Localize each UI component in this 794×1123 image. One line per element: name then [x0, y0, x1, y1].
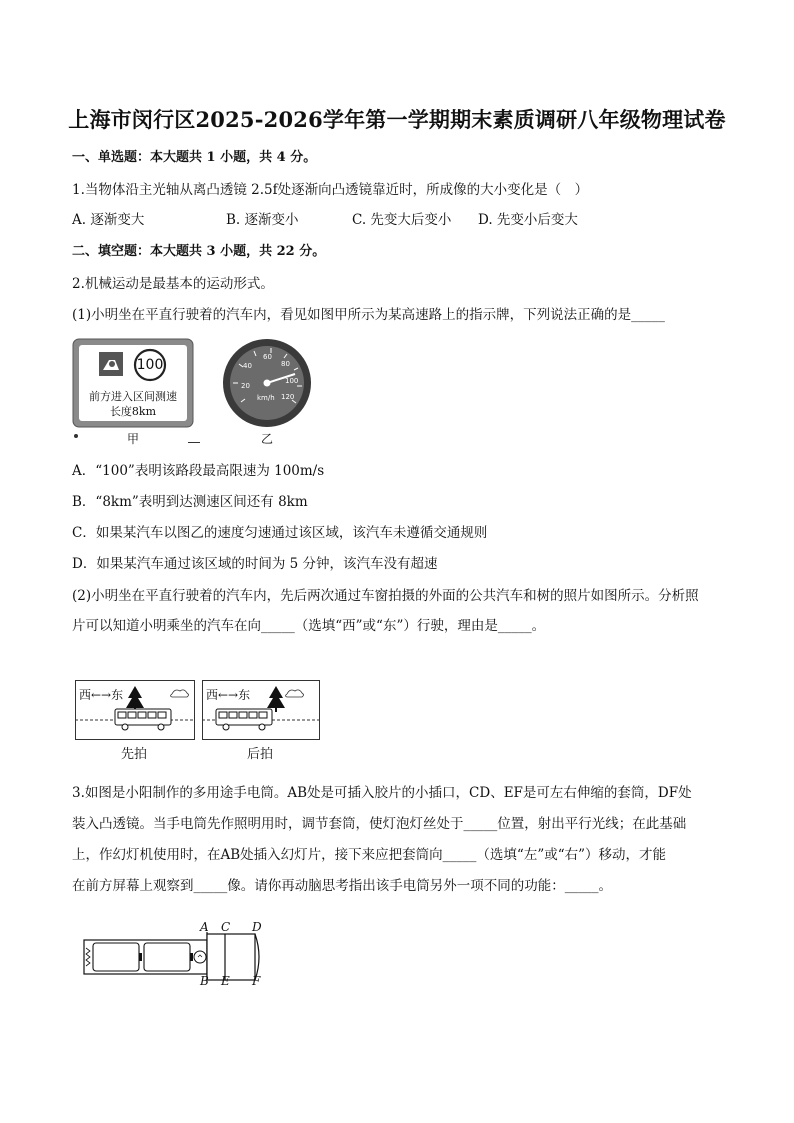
q1-option-a[interactable]: A. 逐渐变大 [72, 212, 145, 228]
flashlight-graphic [82, 918, 272, 990]
q2-stem: 2.机械运动是最基本的运动形式。 [72, 276, 274, 292]
figure-yi-label: 乙 [261, 432, 274, 446]
q2-option-c[interactable]: C．如果某汽车以图乙的速度匀速通过该区域，该汽车未遵循交通规则 [72, 525, 488, 541]
flashlight-figure [82, 918, 272, 990]
bulb-icon [194, 951, 206, 963]
speedo-tick-100: 100 [285, 377, 299, 385]
speedometer-graphic [221, 336, 313, 430]
battery-icon [144, 943, 190, 971]
label-e: E [221, 974, 230, 988]
q1-stem: 1.当物体沿主光轴从离凸透镜 2.5f处逐渐向凸透镜靠近时，所成像的大小变化是（ ） [72, 182, 589, 198]
photo-first [75, 680, 195, 740]
figure-jia-sign [72, 338, 194, 430]
q3-line3: 上，作幻灯机使用时，在AB处插入幻灯片，接下来应把套筒向_____（选填“左”或“右”）移动，才能 [72, 847, 667, 863]
q2-part1: (1)小明坐在平直行驶着的汽车内，看见如图甲所示为某高速路上的指示牌，下列说法正确的是_____ [72, 307, 665, 323]
label-b: B [200, 974, 209, 988]
dot-mark [74, 434, 78, 438]
q2-option-b[interactable]: B．“8km”表明到达测速区间还有 8km [72, 494, 308, 510]
q2-option-d[interactable]: D．如果某汽车通过该区域的时间为 5 分钟，该汽车没有超速 [72, 556, 438, 572]
q1-option-b[interactable]: B. 逐渐变小 [226, 212, 299, 228]
photo-first-direction: 西←→东 [79, 688, 124, 702]
exam-title: 上海市闵行区2025-2026学年第一学期期末素质调研八年级物理试卷 [68, 107, 726, 132]
photo-second-label: 后拍 [247, 747, 274, 762]
q2-part2-line1: (2)小明坐在平直行驶着的汽车内，先后两次通过车窗拍摄的外面的公共汽车和树的照片如图所示。分析照 [72, 588, 699, 604]
figure-jia-label: 甲 [127, 432, 140, 446]
photo-second [202, 680, 320, 740]
q3-line1: 3.如图是小阳制作的多用途手电筒。AB处是可插入胶片的小插口，CD、EF是可左右伸缩的套筒，DF处 [72, 785, 692, 801]
battery-icon [93, 943, 139, 971]
photo-first-label: 先拍 [121, 747, 148, 762]
photo-second-direction: 西←→东 [206, 688, 251, 702]
speedo-tick-120: 120 [281, 393, 295, 401]
figure-yi-speedometer [221, 336, 313, 430]
q1-option-c[interactable]: C. 先变大后变小 [352, 212, 452, 228]
dash-mark [188, 442, 200, 443]
speed-limit-value: 100 [136, 357, 164, 373]
q3-line4: 在前方屏幕上观察到_____像。请你再动脑思考指出该手电筒另外一项不同的功能：_____。 [72, 878, 612, 894]
speedo-tick-60: 60 [263, 353, 272, 361]
label-c: C [221, 920, 231, 934]
section-fill-blank: 二、填空题：本大题共 3 小题，共 22 分。 [72, 244, 326, 259]
speedo-tick-80: 80 [281, 360, 290, 368]
sign-text-line1: 前方进入区间测速 [89, 390, 177, 403]
speedo-tick-40: 40 [243, 362, 252, 370]
label-f: F [252, 974, 261, 988]
speedo-tick-20: 20 [241, 382, 250, 390]
q2-part2-line2: 片可以知道小明乘坐的汽车在向_____（选填“西”或“东”）行驶，理由是_____。 [72, 618, 546, 634]
q3-line2: 装入凸透镜。当手电筒先作照明用时，调节套筒，使灯泡灯丝处于_____位置，射出平行光线；在此基础 [72, 816, 687, 832]
sign-text-line2: 长度8km [109, 405, 157, 418]
q1-option-d[interactable]: D. 先变小后变大 [478, 212, 578, 228]
q2-option-a[interactable]: A．“100”表明该路段最高限速为 100m/s [72, 463, 325, 479]
label-d: D [252, 920, 262, 934]
speedo-unit: km/h [257, 394, 275, 402]
label-a: A [200, 920, 209, 934]
section-single-choice: 一、单选题：本大题共 1 小题，共 4 分。 [72, 150, 317, 165]
